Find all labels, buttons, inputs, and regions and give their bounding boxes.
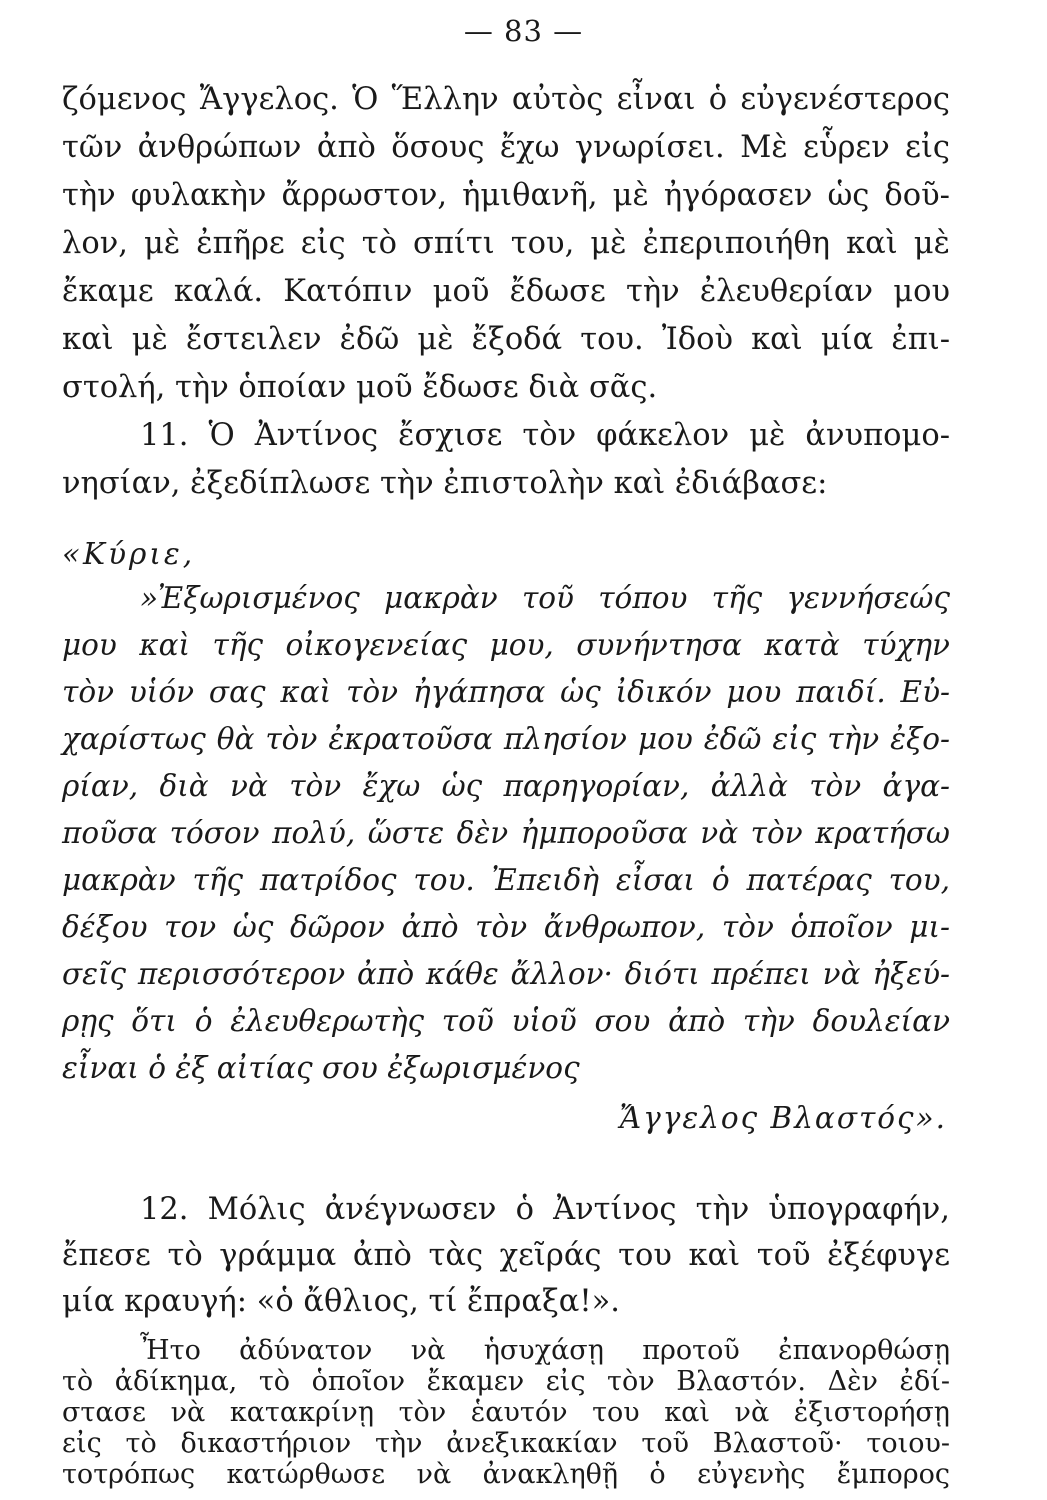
section-12-line: 12. Μόλις ἀνέγνωσεν ὁ Ἀντίνος τὴν ὑπογραφήν, — [140, 1192, 950, 1227]
text-line: καὶ μὲ ἔστειλεν ἐδῶ μὲ ἔξοδά του. Ἰδοὺ καὶ μία ἐπι- — [62, 322, 950, 357]
letter-line: ρῃς ὅτι ὁ ἐλευθερωτὴς τοῦ υἱοῦ σου ἀπὸ τὴν δουλείαν — [62, 1004, 950, 1038]
text-line: στολή, τὴν ὁποίαν μοῦ ἔδωσε διὰ σᾶς. — [62, 370, 658, 405]
text-line: τὴν φυλακὴν ἄρρωστον, ἡμιθανῆ, μὲ ἠγόρασεν ὡς δοῦ- — [62, 178, 950, 213]
text-line: στασε νὰ κατακρίνῃ τὸν ἑαυτόν του καὶ νὰ ἐξιστορήσῃ — [62, 1397, 950, 1428]
letter-line: εἶναι ὁ ἐξ αἰτίας σου ἐξωρισμένος — [62, 1051, 580, 1085]
letter-line: ρίαν, διὰ νὰ τὸν ἔχω ὡς παρηγορίαν, ἀλλὰ τὸν ἀγα- — [62, 769, 950, 803]
letter-line: ποῦσα τόσον πολύ, ὥστε δὲν ἠμποροῦσα νὰ τὸν κρατήσω — [62, 816, 950, 850]
text-line: τὸ ἀδίκημα, τὸ ὁποῖον ἔκαμεν εἰς τὸν Βλαστόν. Δὲν ἐδί- — [62, 1366, 950, 1397]
letter-line: »Ἐξωρισμένος μακρὰν τοῦ τόπου τῆς γεννήσεώς — [140, 581, 950, 615]
text-line: τοτρόπως κατώρθωσε νὰ ἀνακληθῇ ὁ εὐγενὴς ἔμπορος — [62, 1459, 950, 1490]
letter-line: τὸν υἱόν σας καὶ τὸν ἠγάπησα ὡς ἰδικόν μου παιδί. Εὐ- — [62, 675, 950, 709]
letter-line: χαρίστως θὰ τὸν ἐκρατοῦσα πλησίον μου ἐδῶ εἰς τὴν ἐξο- — [62, 722, 950, 756]
letter-line: σεῖς περισσότερον ἀπὸ κάθε ἄλλον· διότι πρέπει νὰ ἠξεύ- — [62, 957, 950, 991]
text-line: λον, μὲ ἐπῆρε εἰς τὸ σπίτι του, μὲ ἐπεριποιήθη καὶ μὲ — [62, 226, 950, 261]
text-line: ἔπεσε τὸ γράμμα ἀπὸ τὰς χεῖράς του καὶ τοῦ ἐξέφυγε — [62, 1238, 950, 1273]
section-11-line: 11. Ὁ Ἀντίνος ἔσχισε τὸν φάκελον μὲ ἀνυπομο- — [140, 418, 950, 453]
text-line: τῶν ἀνθρώπων ἀπὸ ὅσους ἔχω γνωρίσει. Μὲ εὗρεν εἰς — [62, 130, 950, 165]
page-number: — 83 — — [463, 14, 584, 48]
letter-signature: Ἄγγελος Βλαστός». — [619, 1101, 947, 1135]
letter-line: μου καὶ τῆς οἰκογενείας μου, συνήντησα κατὰ τύχην — [62, 628, 950, 662]
letter-line: μακρὰν τῆς πατρίδος του. Ἐπειδὴ εἶσαι ὁ πατέρας του, — [62, 863, 950, 897]
text-line: Ἦτο ἀδύνατον νὰ ἡσυχάσῃ προτοῦ ἐπανορθώσῃ — [140, 1335, 950, 1366]
text-line: εἰς τὸ δικαστήριον τὴν ἀνεξικακίαν τοῦ Βλαστοῦ· τοιου- — [62, 1428, 950, 1459]
text-line: νησίαν, ἐξεδίπλωσε τὴν ἐπιστολὴν καὶ ἐδιάβασε: — [62, 466, 828, 501]
text-line: ἔκαμε καλά. Κατόπιν μοῦ ἔδωσε τὴν ἐλευθερίαν μου — [62, 274, 950, 309]
text-line: ζόμενος Ἄγγελος. Ὁ Ἕλλην αὐτὸς εἶναι ὁ εὐγενέστερος — [62, 82, 950, 117]
text-line: μία κραυγή: «ὁ ἄθλιος, τί ἔπραξα!». — [62, 1284, 620, 1319]
letter-salutation: «Κύριε, — [62, 537, 196, 571]
letter-line: δέξου τον ὡς δῶρον ἀπὸ τὸν ἄνθρωπον, τὸν ὁποῖον μι- — [62, 910, 950, 944]
